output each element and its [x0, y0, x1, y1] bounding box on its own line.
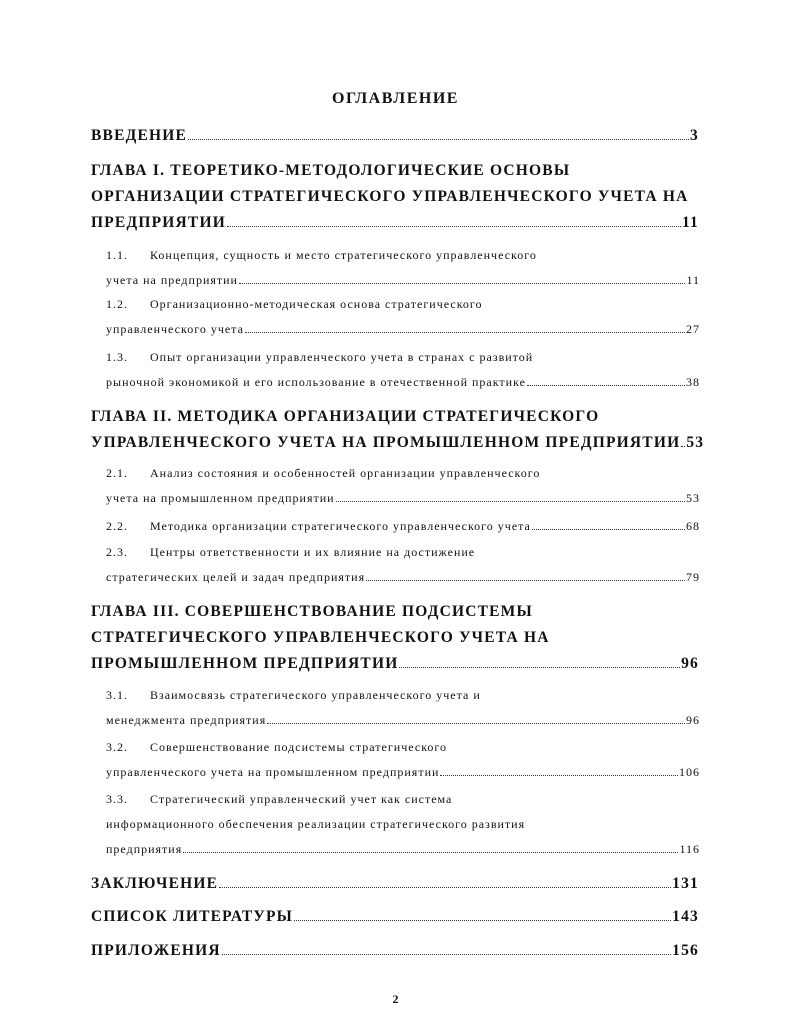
- toc-entry-text: Совершенствование подсистемы стратегического: [150, 740, 448, 754]
- dot-leader: [294, 920, 671, 921]
- toc-page-number: 27: [686, 322, 700, 336]
- toc-entry-text: предприятия: [106, 842, 183, 856]
- toc-entry-text: ПРЕДПРИЯТИИ: [91, 214, 226, 231]
- toc-entry-text: Опыт организации управленческого учета в странах с развитой: [150, 350, 534, 364]
- toc-entry-text: ГЛАВА III. СОВЕРШЕНСТВОВАНИЕ ПОДСИСТЕМЫ: [91, 603, 533, 620]
- toc-entry-section-3-2[interactable]: [106, 735, 700, 785]
- toc-entry-section-3-1[interactable]: [106, 683, 700, 733]
- toc-entry-text: стратегических целей и задач предприятия: [106, 570, 366, 584]
- toc-page-number: 11: [686, 273, 700, 287]
- toc-entry-text: Анализ состояния и особенностей организации управленческого: [150, 466, 541, 480]
- toc-entry-conclusion[interactable]: [91, 871, 699, 897]
- section-number: 3.1.: [106, 688, 128, 702]
- dot-leader: [399, 667, 680, 668]
- toc-page-number: 116: [679, 842, 700, 856]
- toc-page-number: 131: [672, 875, 699, 892]
- section-number: 1.1.: [106, 248, 128, 262]
- toc-page-number: 156: [672, 942, 699, 959]
- toc-entry-text: Стратегический управленческий учет как система: [150, 792, 453, 806]
- toc-entry-text: управленческого учета на промышленном предприятии: [106, 765, 440, 779]
- toc-entry-text: ВВЕДЕНИЕ: [91, 127, 188, 144]
- section-number: 1.3.: [106, 350, 128, 364]
- dot-leader: [188, 139, 689, 140]
- toc-page-number: 96: [686, 713, 700, 727]
- toc-page-number: 106: [679, 765, 700, 779]
- toc-entry-text: СПИСОК ЛИТЕРАТУРЫ: [91, 908, 294, 925]
- dot-leader: [336, 501, 685, 502]
- toc-entry-text: учета на предприятии: [106, 273, 238, 287]
- toc-entry-text: Центры ответственности и их влияние на достижение: [150, 545, 476, 559]
- toc-page-number: 79: [686, 570, 700, 584]
- section-number: 2.1.: [106, 466, 128, 480]
- toc-entry-section-1-3[interactable]: [106, 345, 700, 395]
- dot-leader: [239, 283, 685, 284]
- toc-page-number: 68: [686, 519, 700, 533]
- toc-entry-text: Взаимосвязь стратегического управленческого учета и: [150, 688, 481, 702]
- toc-entry-references[interactable]: [91, 904, 699, 930]
- toc-entry-text: СТРАТЕГИЧЕСКОГО УПРАВЛЕНЧЕСКОГО УЧЕТА НА: [91, 629, 550, 646]
- toc-entry-appendix[interactable]: [91, 938, 699, 964]
- dot-leader: [267, 723, 685, 724]
- toc-page-number: 3: [690, 127, 699, 144]
- toc-entry-text: управленческого учета: [106, 322, 244, 336]
- toc-entry-intro[interactable]: [91, 123, 699, 149]
- toc-entry-section-3-3[interactable]: [106, 787, 700, 862]
- toc-entry-text: УПРАВЛЕНЧЕСКОГО УЧЕТА НА ПРОМЫШЛЕННОМ ПРЕДПРИЯТИИ: [91, 434, 681, 451]
- toc-entry-section-2-1[interactable]: [106, 461, 700, 511]
- toc-page-number: 38: [686, 375, 700, 389]
- section-number: 3.3.: [106, 792, 128, 806]
- toc-page-number: 96: [681, 655, 699, 672]
- dot-leader: [681, 446, 685, 447]
- toc-entry-text: рыночной экономикой и его использование в отечественной практике: [106, 375, 526, 389]
- toc-entry-chapter-3[interactable]: [91, 599, 699, 677]
- toc-entry-text: ГЛАВА I. ТЕОРЕТИКО-МЕТОДОЛОГИЧЕСКИЕ ОСНОВЫ: [91, 162, 571, 179]
- toc-entry-text: учета на промышленном предприятии: [106, 491, 335, 505]
- dot-leader: [222, 954, 671, 955]
- toc-page-number: 143: [672, 908, 699, 925]
- section-number: 2.2.: [106, 519, 128, 533]
- dot-leader: [245, 332, 685, 333]
- toc-entry-chapter-1[interactable]: [91, 158, 699, 236]
- page-title: ОГЛАВЛЕНИЕ: [332, 90, 459, 107]
- dot-leader: [527, 385, 685, 386]
- toc-entry-text: менеджмента предприятия: [106, 713, 267, 727]
- toc-entry-chapter-2[interactable]: [91, 404, 705, 456]
- dot-leader: [440, 775, 678, 776]
- toc-entry-text: ПРИЛОЖЕНИЯ: [91, 942, 221, 959]
- toc-entry-text: Организационно-методическая основа стратегического: [150, 297, 483, 311]
- dot-leader: [227, 226, 681, 227]
- toc-entry-text: ОРГАНИЗАЦИИ СТРАТЕГИЧЕСКОГО УПРАВЛЕНЧЕСКОГО УЧЕТА НА: [91, 188, 689, 205]
- toc-entry-text: ПРОМЫШЛЕННОМ ПРЕДПРИЯТИИ: [91, 655, 399, 672]
- toc-entry-text: ГЛАВА II. МЕТОДИКА ОРГАНИЗАЦИИ СТРАТЕГИЧЕСКОГО: [91, 408, 600, 425]
- dot-leader: [183, 852, 678, 853]
- toc-entry-text: Методика организации стратегического управленческого учета: [150, 519, 531, 533]
- section-number: 1.2.: [106, 297, 128, 311]
- toc-entry-section-1-2[interactable]: [106, 292, 700, 342]
- toc-page-number: 53: [686, 434, 705, 451]
- section-number: 2.3.: [106, 545, 128, 559]
- toc-entry-text: информационного обеспечения реализации стратегического развития: [106, 817, 526, 831]
- dot-leader: [366, 580, 685, 581]
- toc-entry-section-2-2[interactable]: [106, 514, 700, 539]
- toc-entry-text: ЗАКЛЮЧЕНИЕ: [91, 875, 219, 892]
- toc-entry-text: Концепция, сущность и место стратегического управленческого: [150, 248, 537, 262]
- dot-leader: [219, 887, 671, 888]
- dot-leader: [532, 529, 685, 530]
- page-number: 2: [392, 992, 399, 1006]
- toc-page-number: 53: [686, 491, 700, 505]
- toc-page-number: 11: [681, 214, 699, 231]
- toc-entry-section-2-3[interactable]: [106, 540, 700, 590]
- toc-entry-section-1-1[interactable]: [106, 243, 700, 293]
- section-number: 3.2.: [106, 740, 128, 754]
